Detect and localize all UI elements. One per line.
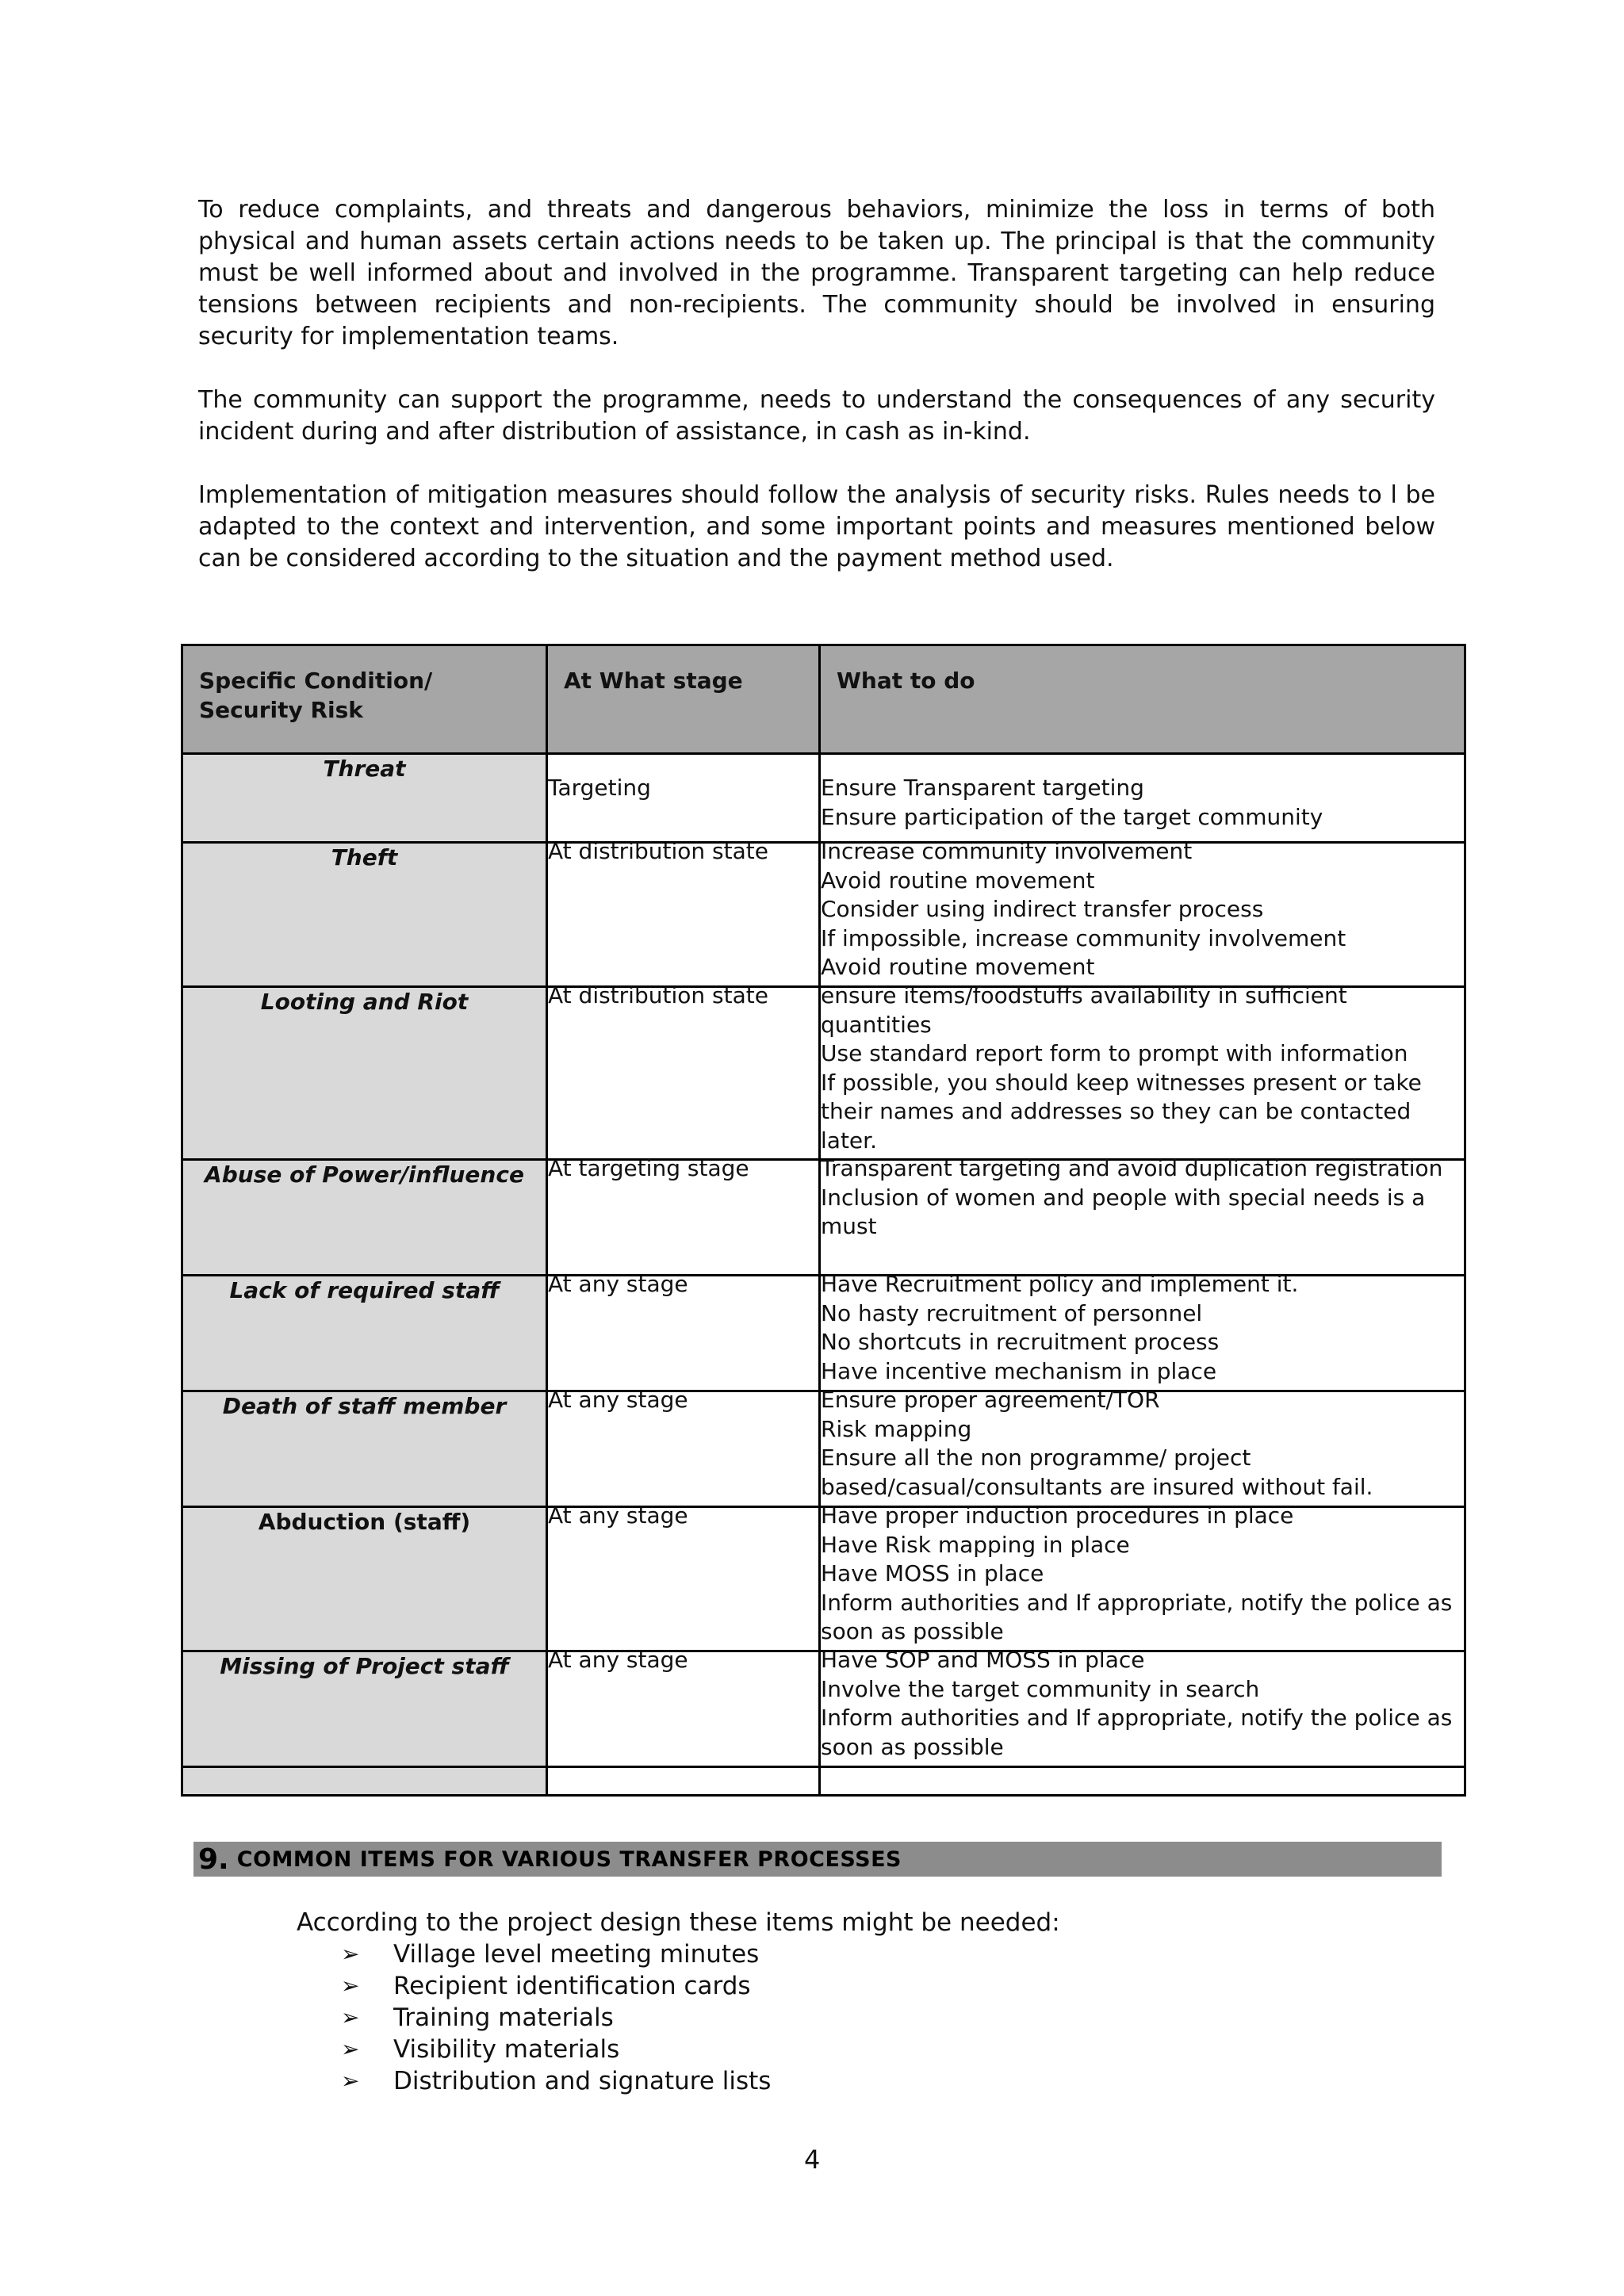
- intro-paragraph-3: Implementation of mitigation measures should follow the analysis of security risks. Rules needs to l be adapted to the context and intervention, and some important points and measures mentioned below can be considered according to the situation and the payment method used.: [198, 481, 1435, 572]
- arrow-bullet-icon: ➢: [341, 2036, 360, 2062]
- arrow-bullet-icon: ➢: [341, 2004, 360, 2030]
- page-number: 4: [804, 2145, 821, 2175]
- list-item-text: Village level meeting minutes: [393, 1940, 760, 1969]
- stage-cell: [547, 754, 820, 843]
- todo-cell: [820, 754, 1465, 843]
- todo-line: Have Recruitment policy and implement it.: [821, 1271, 1299, 1297]
- stage-cell: [547, 838, 820, 987]
- condition-cell: Threat: [182, 754, 547, 843]
- table-row: [182, 987, 1465, 1160]
- todo-line: Have proper induction procedures in place: [821, 1502, 1294, 1529]
- stage-text: At targeting stage: [548, 1155, 749, 1181]
- todo-cell: [820, 1271, 1465, 1391]
- empty-cell: [547, 1767, 820, 1796]
- list-item: [341, 2065, 771, 2097]
- todo-line: If possible, you should keep witnesses present or take their names and addresses so they can be contacted later.: [821, 1069, 1422, 1154]
- stage-text: At any stage: [548, 1271, 688, 1297]
- todo-line: Use standard report form to prompt with information: [821, 1040, 1408, 1066]
- intro-paragraph-2: The community can support the programme, needs to understand the consequences of any security incident during and after distribution of assistance, in cash as in-kind.: [198, 386, 1435, 446]
- todo-cell: [820, 982, 1465, 1160]
- condition-cell: Theft: [182, 843, 547, 987]
- todo-line: Involve the target community in search: [821, 1675, 1260, 1702]
- empty-cell: [182, 1767, 547, 1796]
- condition-cell: Death of staff member: [182, 1391, 547, 1507]
- todo-line: No shortcuts in recruitment process: [821, 1329, 1220, 1355]
- stage-cell: [547, 1271, 820, 1391]
- todo-line: No hasty recruitment of personnel: [821, 1299, 1203, 1326]
- section-number: 9.: [198, 1843, 229, 1876]
- todo-line: Inclusion of women and people with special needs is a must: [821, 1184, 1426, 1239]
- section-heading: [193, 1842, 1442, 1877]
- todo-cell: [820, 838, 1465, 987]
- header-condition: Specific Condition/ Security Risk: [182, 645, 547, 754]
- list-item-text: Distribution and signature lists: [393, 2067, 772, 2095]
- stage-cell: [547, 1155, 820, 1276]
- todo-line: Have incentive mechanism in place: [821, 1357, 1217, 1384]
- todo-cell: [820, 1647, 1465, 1767]
- condition-cell: Lack of required staff: [182, 1276, 547, 1391]
- empty-cell: [820, 1767, 1465, 1796]
- table-row: [182, 754, 1465, 843]
- items-list: [341, 1938, 771, 2097]
- table-row: [182, 1276, 1465, 1391]
- header-todo: What to do: [820, 645, 1465, 754]
- header-stage: At What stage: [547, 645, 820, 754]
- stage-text: At any stage: [548, 1647, 688, 1673]
- list-item: [341, 2034, 771, 2065]
- condition-cell: Missing of Project staff: [182, 1651, 547, 1767]
- list-item-text: Recipient identification cards: [393, 1972, 751, 2000]
- stage-cell: [547, 1502, 820, 1651]
- list-item-text: Visibility materials: [393, 2035, 620, 2064]
- todo-line: ensure items/foodstuffs availability in sufficient quantities: [821, 982, 1347, 1038]
- todo-line: Transparent targeting and avoid duplication registration: [821, 1155, 1443, 1181]
- arrow-bullet-icon: ➢: [341, 2068, 360, 2094]
- condition-cell: Abuse of Power/influence: [182, 1160, 547, 1276]
- list-item: [341, 2002, 771, 2034]
- section-title: COMMON ITEMS FOR VARIOUS TRANSFER PROCESSES: [236, 1846, 902, 1872]
- todo-cell: [820, 1387, 1465, 1507]
- security-risk-table: [181, 644, 1466, 1797]
- table-row: [182, 1160, 1465, 1276]
- arrow-bullet-icon: ➢: [341, 1941, 360, 1967]
- stage-text: At any stage: [548, 1387, 688, 1413]
- todo-line: Have MOSS in place: [821, 1560, 1044, 1586]
- table-row: [182, 843, 1465, 987]
- todo-line: Ensure participation of the target community: [821, 803, 1323, 830]
- todo-line: Ensure proper agreement/TOR: [821, 1387, 1160, 1413]
- table-header-row: [182, 645, 1465, 754]
- todo-line: Have SOP and MOSS in place: [821, 1647, 1145, 1673]
- list-item-text: Training materials: [393, 2003, 614, 2032]
- section-intro: According to the project design these items might be needed:: [297, 1908, 1060, 1937]
- todo-line: Increase community involvement: [821, 838, 1193, 864]
- todo-line: Avoid routine movement: [821, 954, 1095, 980]
- todo-line: Inform authorities and If appropriate, notify the police as soon as possible: [821, 1589, 1453, 1644]
- stage-text: Targeting: [548, 775, 651, 801]
- stage-text: At any stage: [548, 1502, 688, 1529]
- stage-text: At distribution state: [548, 982, 768, 1008]
- table-empty-row: [182, 1767, 1465, 1796]
- todo-line: Inform authorities and If appropriate, notify the police as soon as possible: [821, 1705, 1453, 1760]
- todo-line: Ensure all the non programme/ project based/casual/consultants are insured without fail.: [821, 1445, 1373, 1500]
- intro-paragraph-1: To reduce complaints, and threats and dangerous behaviors, minimize the loss in terms of both physical and human assets certain actions needs to be taken up. The principal is that the community must be well informed about and involved in the programme. Transparent targeting can help reduce tensions between recipients and non-recipients. The community should be involved in ensuring security for implementation teams.: [198, 196, 1435, 350]
- list-item: [341, 1970, 771, 2002]
- todo-cell: [820, 1155, 1465, 1276]
- table-row: [182, 1651, 1465, 1767]
- todo-line: Ensure Transparent targeting: [821, 775, 1144, 801]
- todo-line: Risk mapping: [821, 1415, 972, 1442]
- todo-line: Consider using indirect transfer process: [821, 896, 1264, 922]
- stage-cell: [547, 982, 820, 1160]
- arrow-bullet-icon: ➢: [341, 1973, 360, 1999]
- table-row: [182, 1507, 1465, 1651]
- todo-cell: [820, 1502, 1465, 1651]
- stage-cell: [547, 1647, 820, 1767]
- todo-line: Avoid routine movement: [821, 867, 1095, 894]
- condition-cell: Looting and Riot: [182, 987, 547, 1160]
- list-item: [341, 1938, 771, 1970]
- stage-cell: [547, 1387, 820, 1507]
- condition-cell: Abduction (staff): [182, 1507, 547, 1651]
- stage-text: At distribution state: [548, 838, 768, 864]
- table-row: [182, 1391, 1465, 1507]
- todo-line: Have Risk mapping in place: [821, 1531, 1130, 1558]
- todo-line: If impossible, increase community involvement: [821, 924, 1346, 951]
